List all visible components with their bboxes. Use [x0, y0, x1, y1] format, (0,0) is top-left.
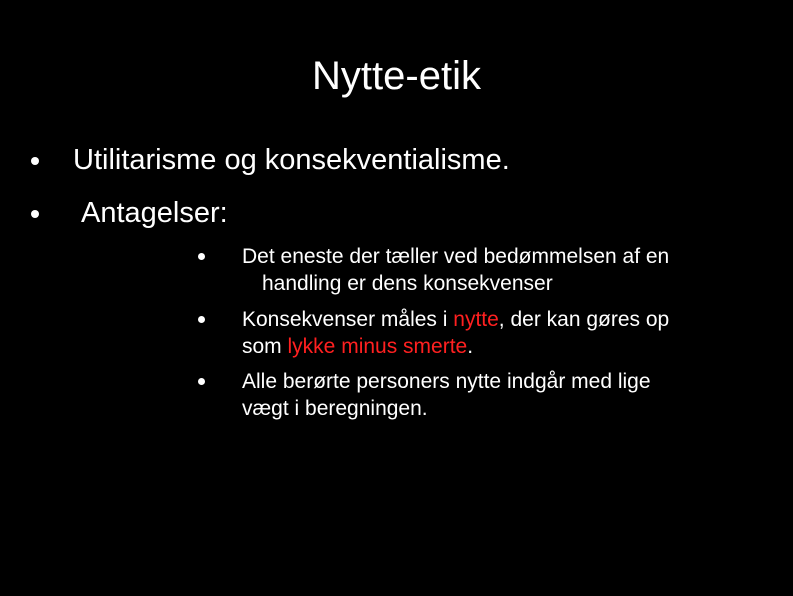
bullet-dot-icon	[31, 210, 39, 218]
highlight-lykke-minus-smerte: lykke minus smerte	[287, 335, 468, 358]
sub-bullet-2-line1	[242, 306, 762, 333]
bullet-dot-icon	[198, 378, 205, 385]
bullet-dot-icon	[31, 157, 39, 165]
sub-bullet-2-text: , der kan gøres op	[498, 308, 670, 331]
sub-bullet-1-line2: handling er dens konsekvenser	[262, 272, 553, 295]
sub-bullet-2-text: .	[467, 335, 474, 358]
bullet-dot-icon	[198, 316, 205, 323]
sub-bullet-1-line1: Det eneste der tæller ved bedømmelsen af en	[242, 245, 670, 268]
bullet-utilitarisme: Utilitarisme og konsekventialisme.	[73, 144, 510, 176]
sub-bullet-3	[242, 368, 762, 422]
sub-bullet-2-line2	[242, 333, 762, 360]
bullet-antagelser: Antagelser:	[81, 197, 228, 229]
sub-bullet-3-line2: vægt i beregningen.	[242, 397, 428, 420]
sub-bullet-1	[242, 243, 762, 297]
sub-bullet-2-text: som	[242, 335, 288, 358]
highlight-nytte: nytte	[453, 308, 499, 331]
slide-title: Nytte-etik	[312, 54, 481, 98]
sub-bullet-2-text: Konsekvenser måles i	[242, 308, 454, 331]
sub-bullet-2	[242, 306, 762, 360]
bullet-dot-icon	[198, 253, 205, 260]
sub-bullet-3-line1: Alle berørte personers nytte indgår med lige	[242, 370, 651, 393]
